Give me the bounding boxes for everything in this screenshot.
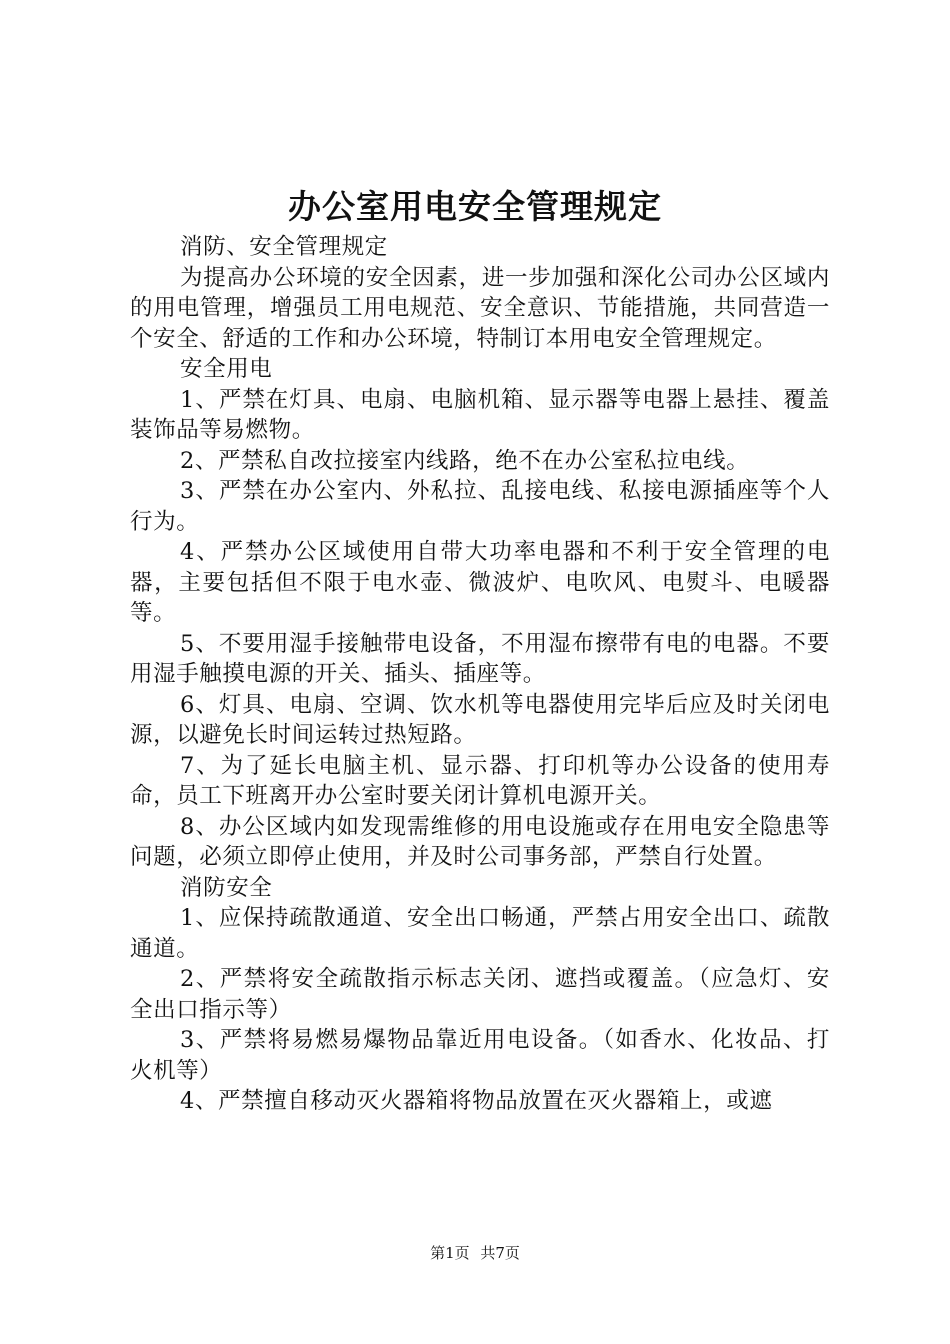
rule-item: 1、应保持疏散通道、安全出口畅通，严禁占用安全出口、疏散通道。 [130,905,830,962]
section-heading-fire-safety: 消防安全 [180,874,273,901]
document-body [130,232,830,1117]
intro-paragraph: 为提高办公环境的安全因素，进一步加强和深化公司办公区域内的用电管理，增强员工用电规范、安全意识、节能措施，共同营造一个安全、舒适的工作和办公环境，特制订本用电安全管理规定。 [130,264,830,352]
rule-item: 6、灯具、电扇、空调、饮水机等电器使用完毕后应及时关闭电源，以避免长时间运转过热短路。 [130,691,830,748]
rule-item: 4、严禁办公区域使用自带大功率电器和不利于安全管理的电器，主要包括但不限于电水壶、微波炉、电吹风、电熨斗、电暖器等。 [130,539,830,626]
rule-item: 4、严禁擅自移动灭火器箱将物品放置在灭火器箱上，或遮 [180,1088,773,1114]
page-total: 共7页 [480,1244,520,1262]
document-title: 办公室用电安全管理规定 [288,187,662,226]
rule-item: 2、严禁将安全疏散指示标志关闭、遮挡或覆盖。（应急灯、安全出口指示等） [130,966,830,1023]
section-heading-intro: 消防、安全管理规定 [180,234,388,260]
rule-item: 8、办公区域内如发现需维修的用电设施或存在用电安全隐患等问题，必须立即停止使用，并及时公司事务部，严禁自行处置。 [130,813,830,870]
page-footer [0,1243,950,1263]
rule-item: 5、不要用湿手接触带电设备，不用湿布擦带有电的电器。不要用湿手触摸电源的开关、插头、插座等。 [130,630,830,687]
page-number: 第1页 [430,1244,470,1262]
rule-item: 3、严禁在办公室内、外私拉、乱接电线、私接电源插座等个人行为。 [130,478,830,535]
rule-item: 3、严禁将易燃易爆物品靠近用电设备。（如香水、化妆品、打火机等） [130,1027,830,1084]
rule-item: 7、为了延长电脑主机、显示器、打印机等办公设备的使用寿命，员工下班离开办公室时要关闭计算机电源开关。 [130,752,830,809]
rule-item: 2、严禁私自改拉接室内线路，绝不在办公室私拉电线。 [180,447,750,474]
rule-item: 1、严禁在灯具、电扇、电脑机箱、显示器等电器上悬挂、覆盖装饰品等易燃物。 [130,386,830,443]
section-heading-electrical-safety: 安全用电 [180,356,273,382]
